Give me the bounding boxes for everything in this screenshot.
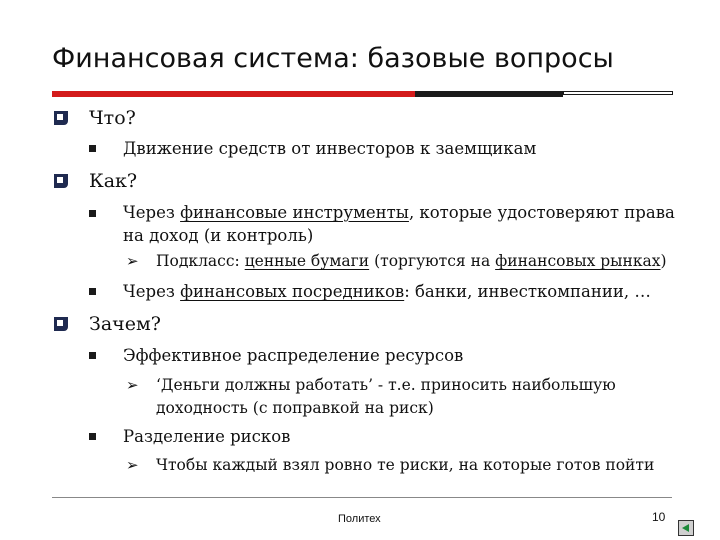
small-square-icon: [89, 288, 96, 295]
square-bullet-icon: [54, 317, 68, 331]
text-segment: : банки, инвесткомпании, …: [404, 282, 651, 301]
sub-bullet-money-work: ‘Деньги должны работать’ - т.е. приносить наибольшую: [156, 376, 616, 394]
bullet-allocation: Эффективное распределение ресурсов: [123, 346, 464, 365]
sub-bullet-risks: Чтобы каждый взял ровно те риски, на которые готов пойти: [156, 456, 655, 474]
link-financial-instruments[interactable]: финансовые инструменты: [180, 203, 409, 222]
link-securities[interactable]: ценные бумаги: [244, 252, 370, 270]
question-why: Зачем?: [89, 313, 161, 335]
question-what: Что?: [89, 107, 136, 129]
link-financial-intermediaries[interactable]: финансовых посредников: [180, 282, 405, 301]
sub-bullet-securities: [156, 251, 667, 271]
arrowhead-icon: ➢: [126, 252, 139, 270]
page-number: 10: [652, 510, 666, 524]
small-square-icon: [89, 433, 96, 440]
bullet-risk-sharing: Разделение рисков: [123, 427, 291, 446]
sub-bullet-money-work-line2: доходность (с поправкой на риск): [156, 399, 434, 417]
question-how: Как?: [89, 170, 138, 192]
text-segment: (торгуются на: [369, 252, 496, 270]
bullet-intermediaries: [123, 281, 651, 302]
small-square-icon: [89, 352, 96, 359]
bullet-instruments-line2: на доход (и контроль): [123, 226, 314, 245]
text-segment: Через: [123, 203, 181, 222]
title-underline-dark: [415, 91, 563, 97]
footer-author: Политех: [338, 513, 381, 525]
back-arrow-icon[interactable]: [678, 520, 694, 536]
link-financial-markets[interactable]: финансовых рынках: [495, 252, 661, 270]
small-square-icon: [89, 210, 96, 217]
title-underline-red: [52, 91, 415, 97]
bullet-instruments: [123, 202, 675, 223]
footer-divider: [52, 497, 672, 498]
square-bullet-icon: [54, 174, 68, 188]
arrowhead-icon: ➢: [126, 376, 139, 394]
text-segment: , которые удостоверяют права: [408, 203, 675, 222]
small-square-icon: [89, 145, 96, 152]
text-segment: ): [660, 252, 667, 270]
title-underline-outline: [563, 91, 673, 95]
text-segment: Подкласс:: [156, 252, 245, 270]
slide-title: Финансовая система: базовые вопросы: [52, 43, 614, 74]
square-bullet-icon: [54, 111, 68, 125]
arrowhead-icon: ➢: [126, 456, 139, 474]
bullet-text: Движение средств от инвесторов к заемщикам: [123, 139, 537, 158]
text-segment: Через: [123, 282, 181, 301]
